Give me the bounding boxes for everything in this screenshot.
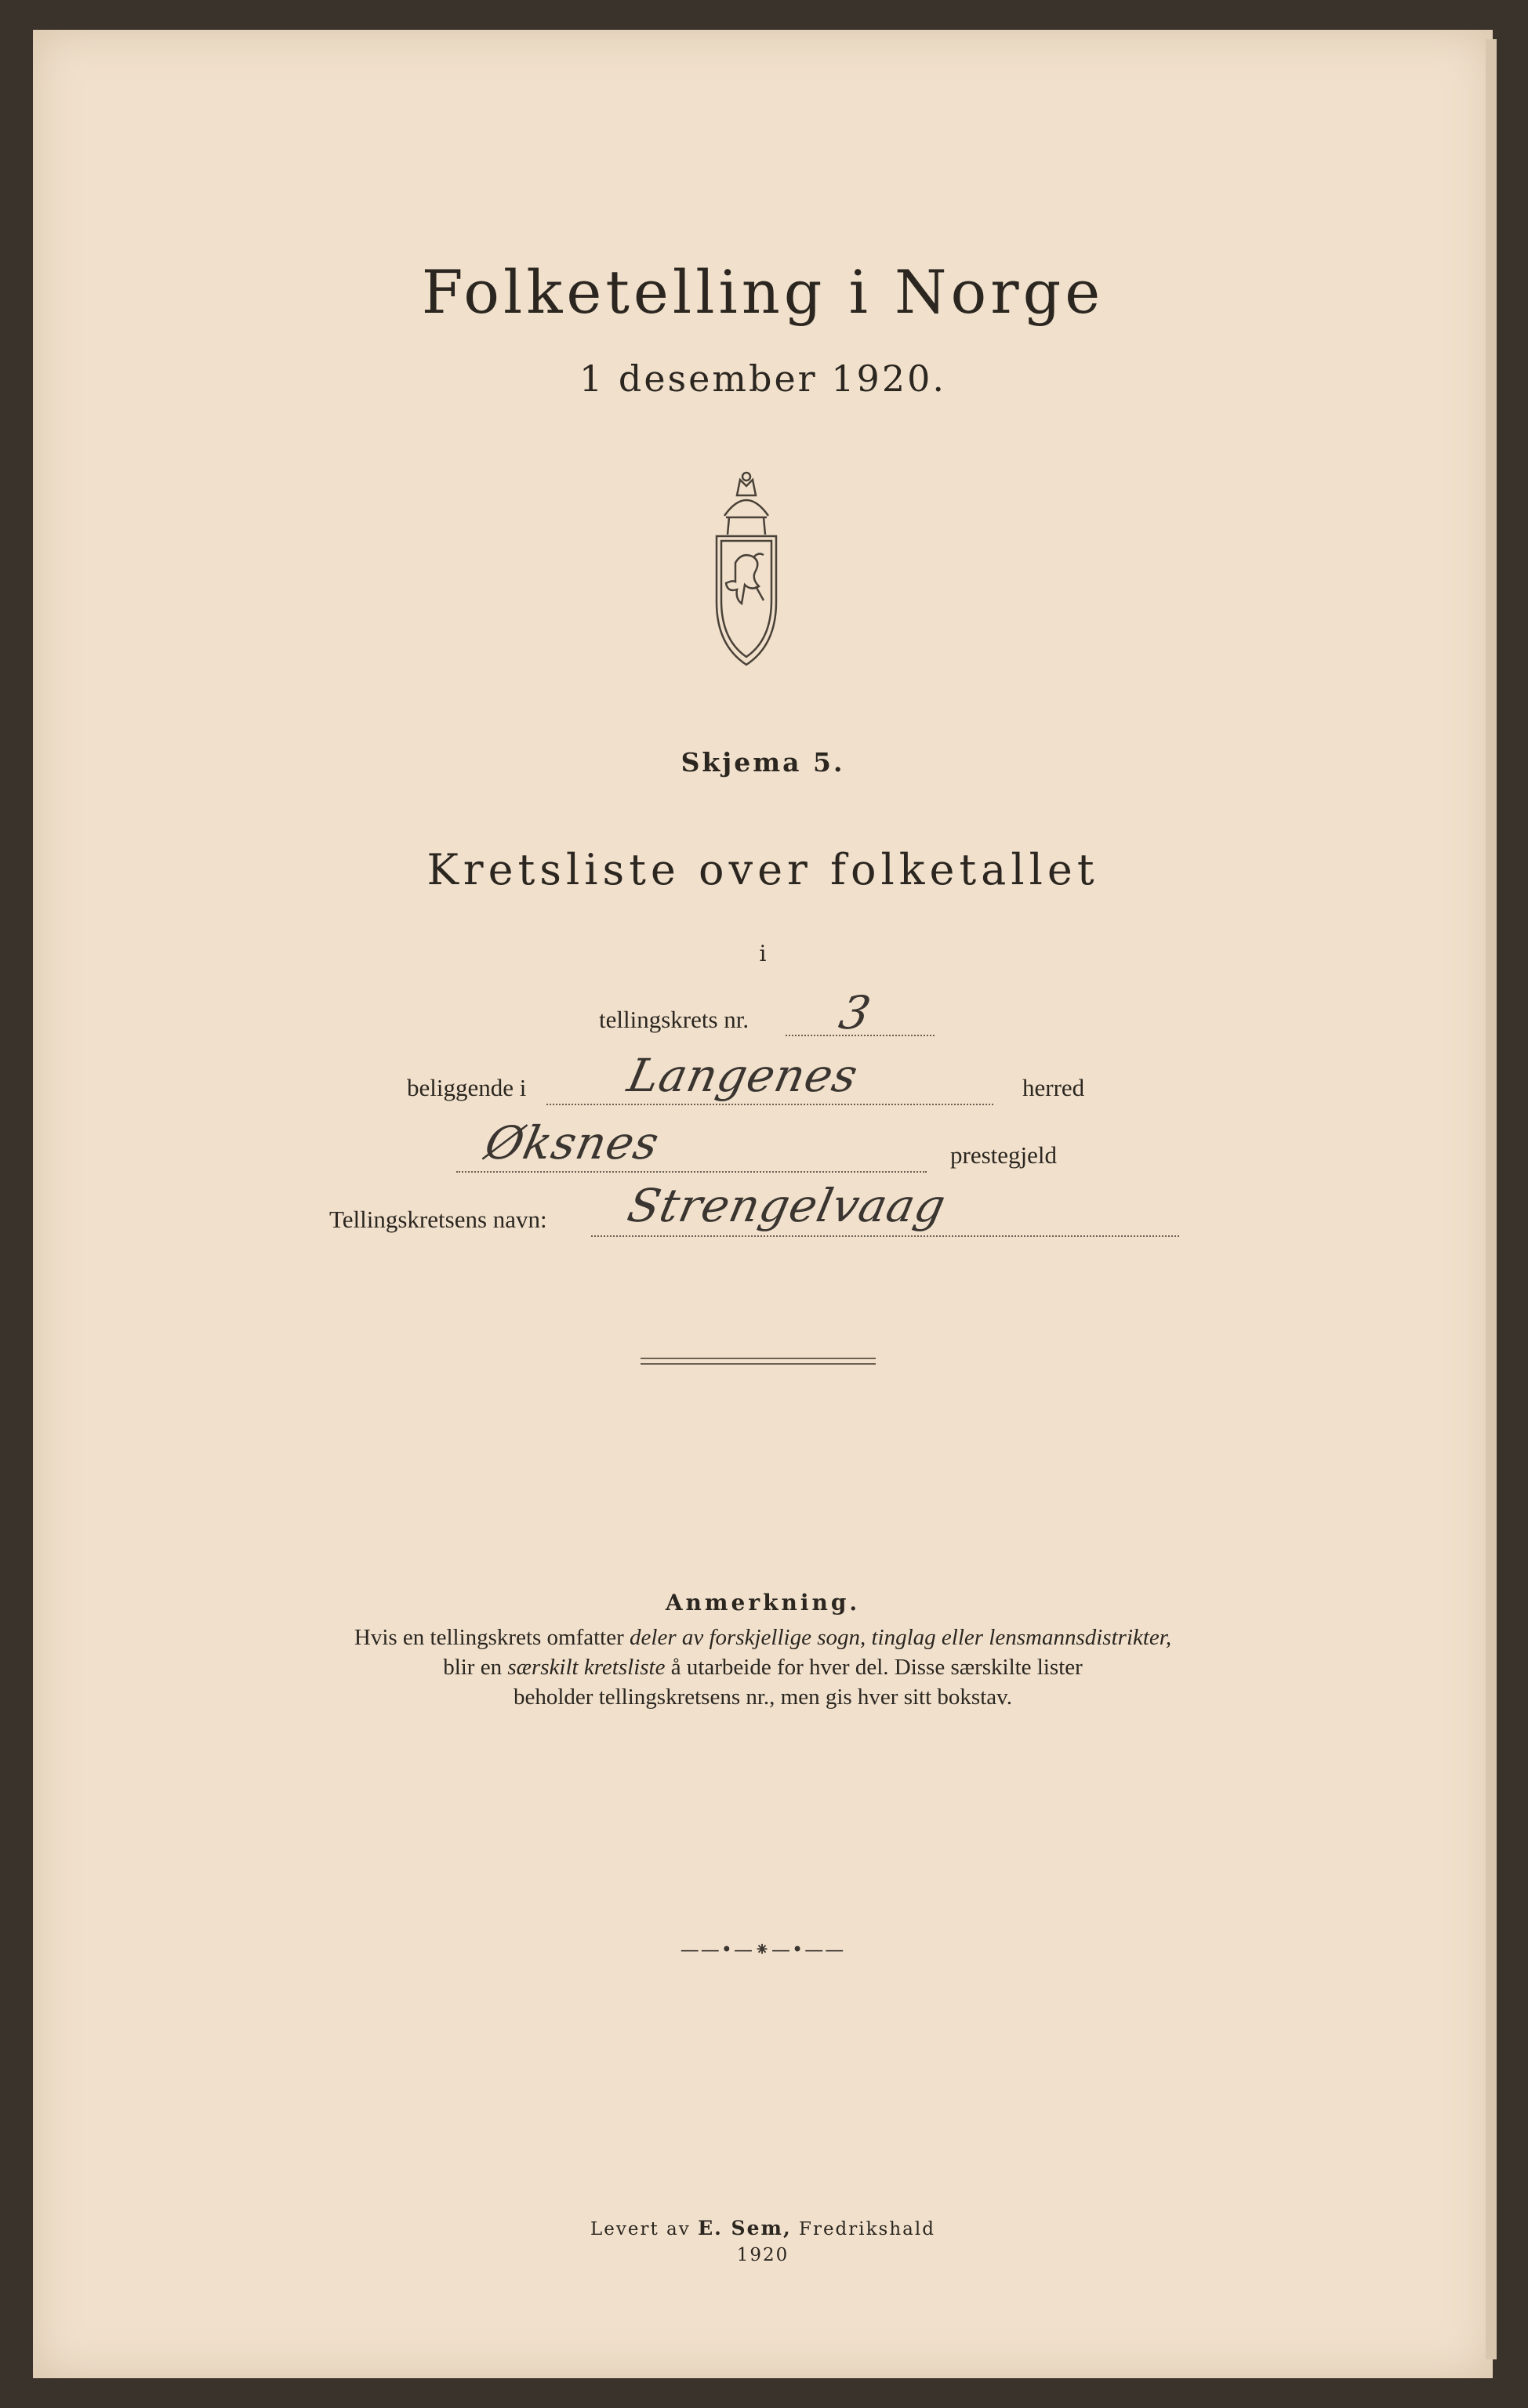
page-title: Folketelling i Norge [421, 257, 1105, 327]
tellingskrets-label: tellingskrets nr. [599, 1006, 749, 1033]
prestegjeld-value: Øksnes [480, 1116, 665, 1170]
ornament-divider: ——•—⁕—•—— [680, 1938, 846, 1960]
coat-of-arms-icon [709, 469, 784, 673]
note-line-2-a: blir en [443, 1655, 503, 1680]
print-year: 1920 [736, 2245, 789, 2265]
double-rule-divider [641, 1358, 876, 1365]
note-text [268, 1623, 1258, 1712]
note-line-2 [268, 1652, 1258, 1682]
prestegjeld-label: prestegjeld [950, 1141, 1058, 1169]
census-date: 1 desember 1920. [579, 357, 946, 400]
page-edge [1486, 39, 1497, 2359]
form-subtitle: Kretsliste over folketallet [426, 845, 1099, 894]
beliggende-value: Langenes [622, 1049, 863, 1102]
printer-prefix: Levert av [590, 2219, 691, 2239]
kretsnavn-line [591, 1235, 1179, 1237]
preposition-i: i [759, 941, 767, 966]
note-line-2-c: å utarbeide for hver del. Disse særskilte lister [670, 1655, 1083, 1680]
prestegjeld-line [456, 1171, 927, 1173]
printer-name: E. Sem, [698, 2217, 792, 2239]
kretsnavn-label: Tellingskretsens navn: [329, 1206, 547, 1233]
beliggende-line [546, 1104, 993, 1105]
beliggende-label: beliggende i [407, 1074, 527, 1101]
printer-credit [33, 2217, 1493, 2239]
herred-label: herred [1022, 1074, 1085, 1101]
census-form-page [33, 30, 1493, 2378]
printer-city: Fredrikshald [798, 2219, 935, 2239]
note-line-3: beholder tellingskretsens nr., men gis hver sitt bokstav. [513, 1685, 1013, 1710]
note-line-1-a: Hvis en tellingskrets omfatter [354, 1625, 624, 1650]
kretsnavn-value: Strengelvaag [622, 1179, 951, 1232]
note-line-2-b: særskilt kretsliste [507, 1655, 666, 1680]
note-title: Anmerkning. [665, 1590, 861, 1616]
tellingskrets-value: 3 [834, 986, 877, 1039]
note-line-1-b: deler av forskjellige sogn, tinglag eller lensmannsdistrikter, [630, 1625, 1172, 1650]
note-line-1 [268, 1623, 1258, 1652]
schema-number: Skjema 5. [681, 747, 845, 778]
